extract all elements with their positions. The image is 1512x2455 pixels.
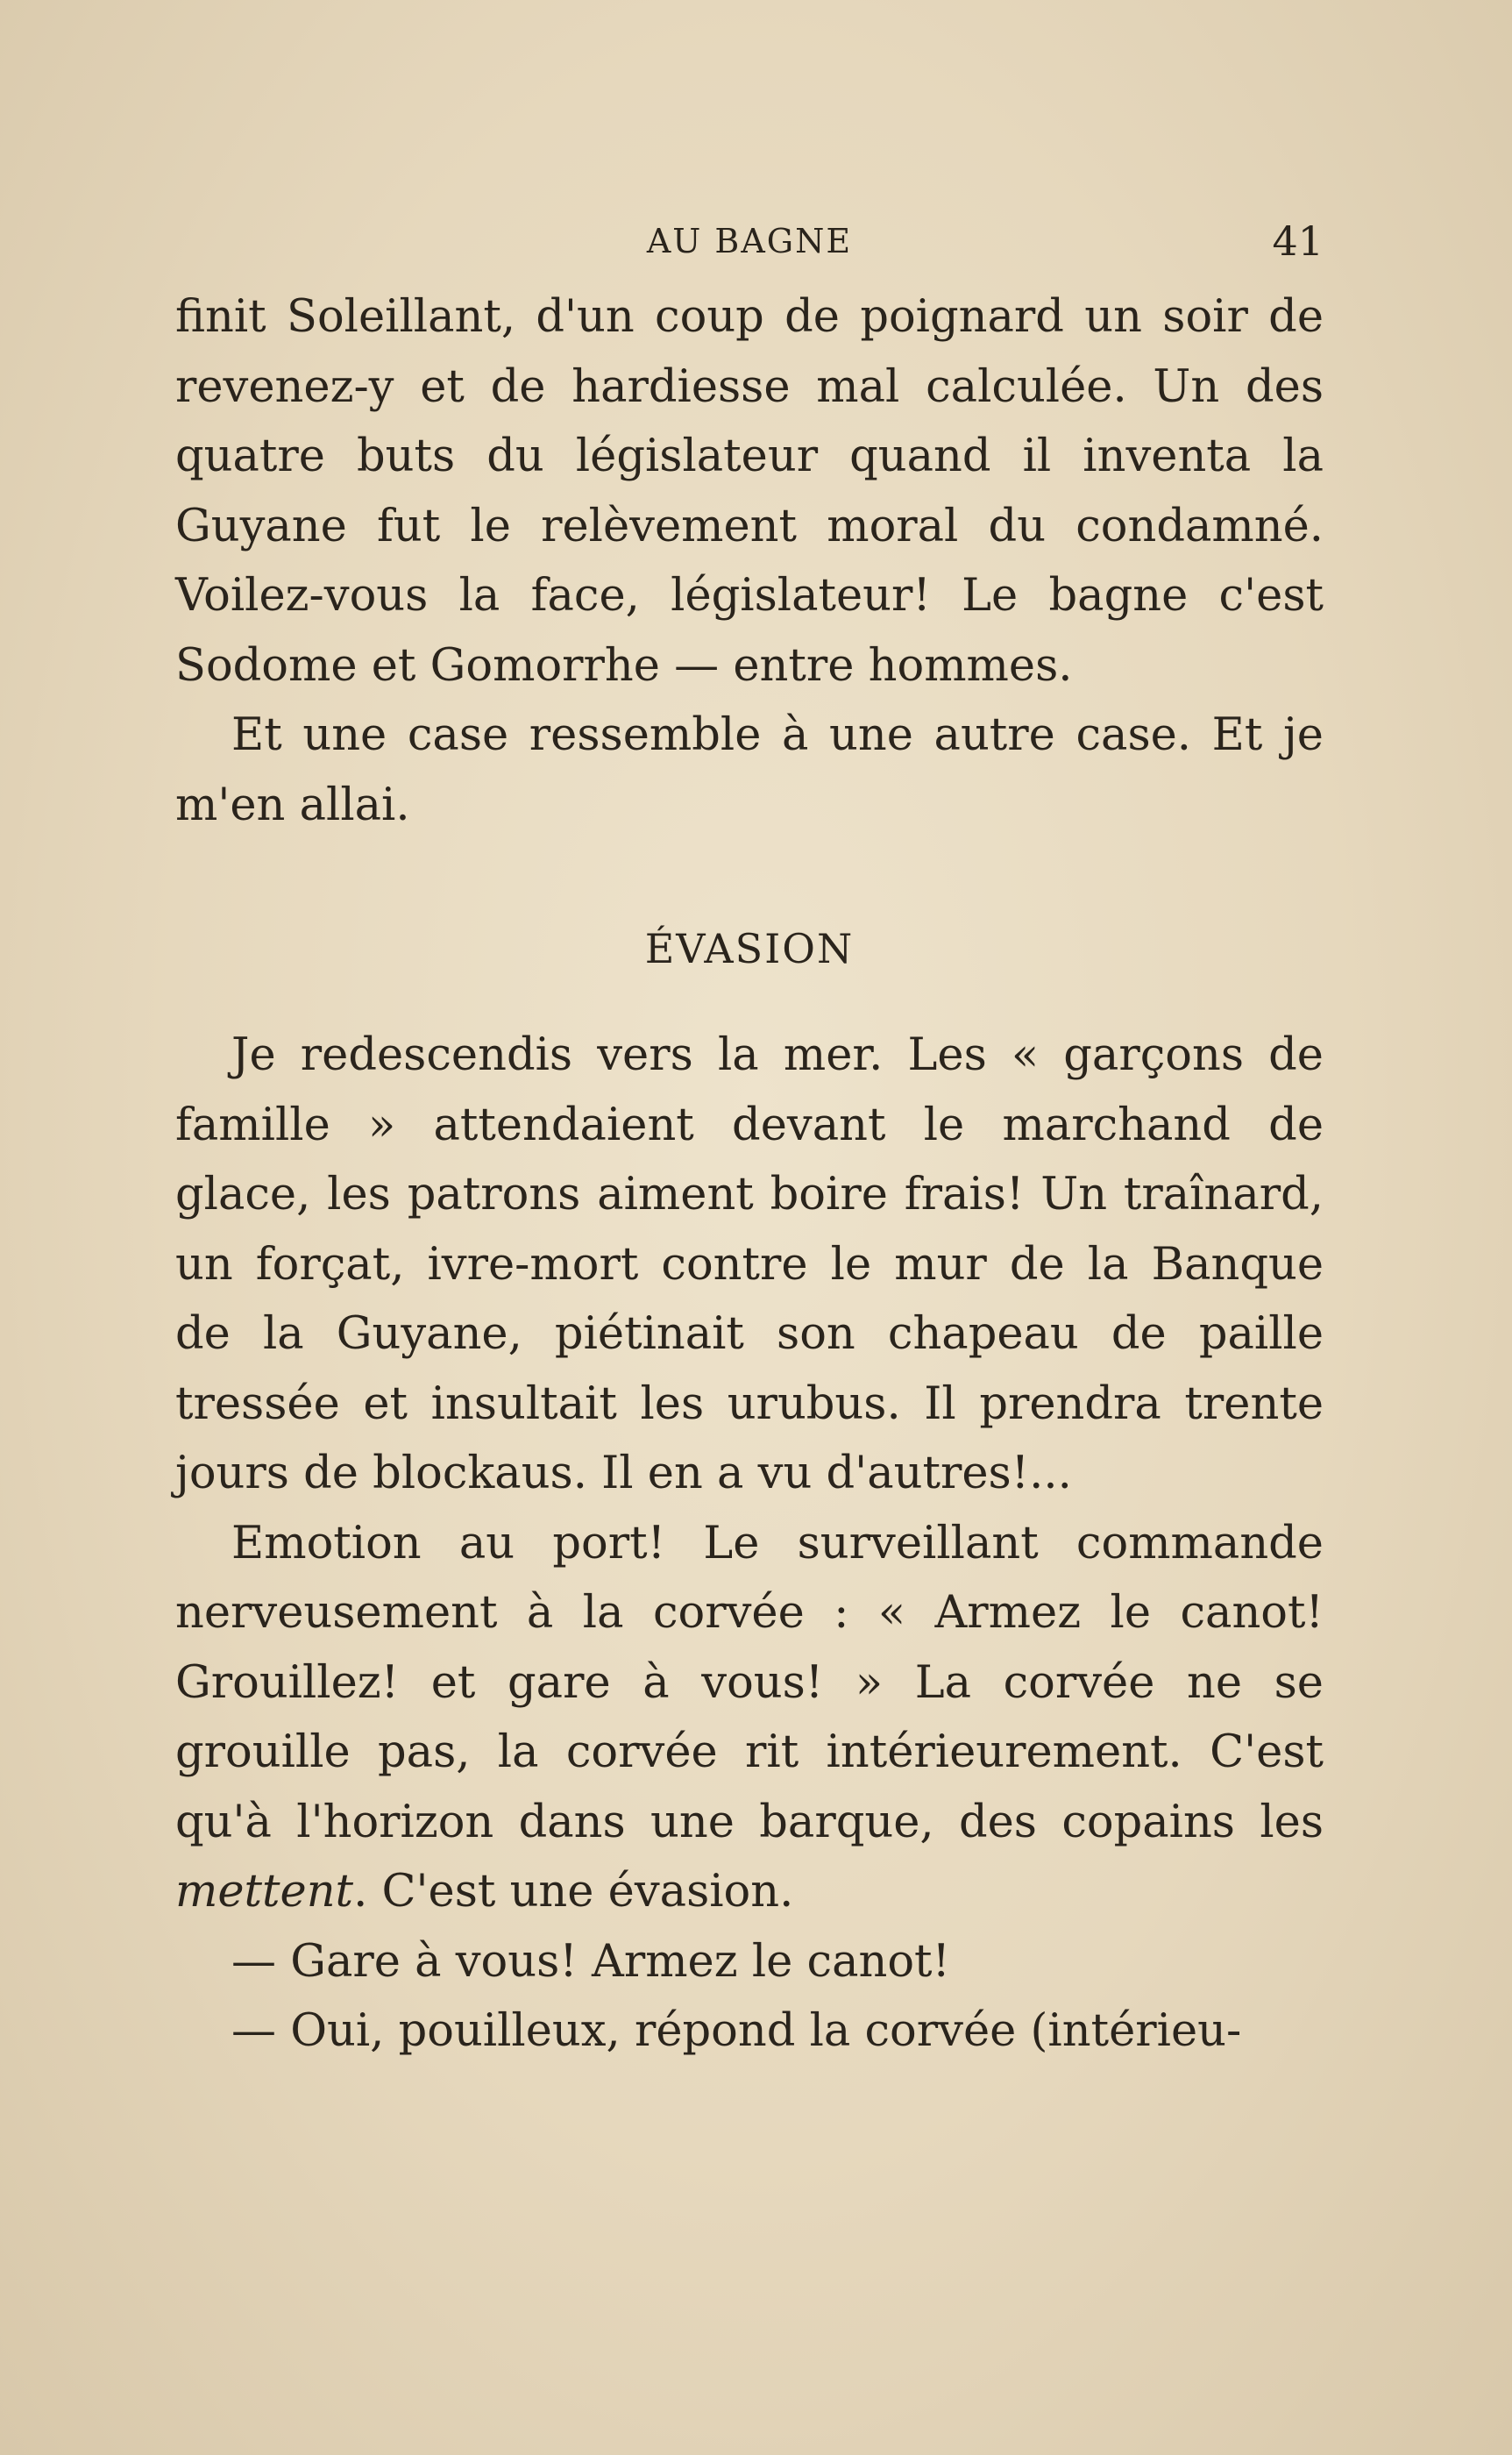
- dialogue-line: — Oui, pouilleux, répond la corvée (intérieu-: [231, 2005, 1242, 2057]
- paragraph: Et une case ressemble à une autre case. Et je m'en allai.: [175, 709, 1324, 831]
- emphasized-word: mettent: [175, 1866, 354, 1918]
- body-text: [175, 282, 1324, 2067]
- paragraph-continuation: finit Soleillant, d'un coup de poignard un soir de revenez-y et de hardiesse mal calculée. Un des quatre buts du législateur quand il inventa la Guyane fut le relèvement moral du condamné. Voilez-vous la face, législateur! Le bagne c'est Sodome et Gomorrhe — entre hommes.: [175, 291, 1324, 692]
- paragraph-text: . C'est une évasion.: [353, 1866, 794, 1918]
- dialogue-line: — Gare à vous! Armez le canot!: [231, 1935, 951, 1988]
- paragraph: Je redescendis vers la mer. Les « garçons de famille » attendaient devant le marchand de glace, les patrons aiment boire frais! Un traînard, un forçat, ivre-mort contre le mur de la Banque de la Guyane, piétinait son chapeau de paille tressée et insultait les urubus. Il prendra trente jours de blockaus. Il en a vu d'autres!...: [175, 1029, 1324, 1499]
- page-number: 41: [1272, 217, 1324, 265]
- paragraph: [175, 1509, 1324, 1927]
- page-header: [175, 215, 1324, 267]
- section-title: ÉVASION: [644, 925, 855, 972]
- paragraph-text: Emotion au port! Le surveillant commande nerveusement à la corvée : « Armez le canot! Grouillez! et gare à vous! » La corvée ne se grouille pas, la corvée rit intérieurement. C'est qu'à l'horizon dans une barque, des copains les: [175, 1517, 1324, 1848]
- running-head: AU BAGNE: [646, 222, 853, 260]
